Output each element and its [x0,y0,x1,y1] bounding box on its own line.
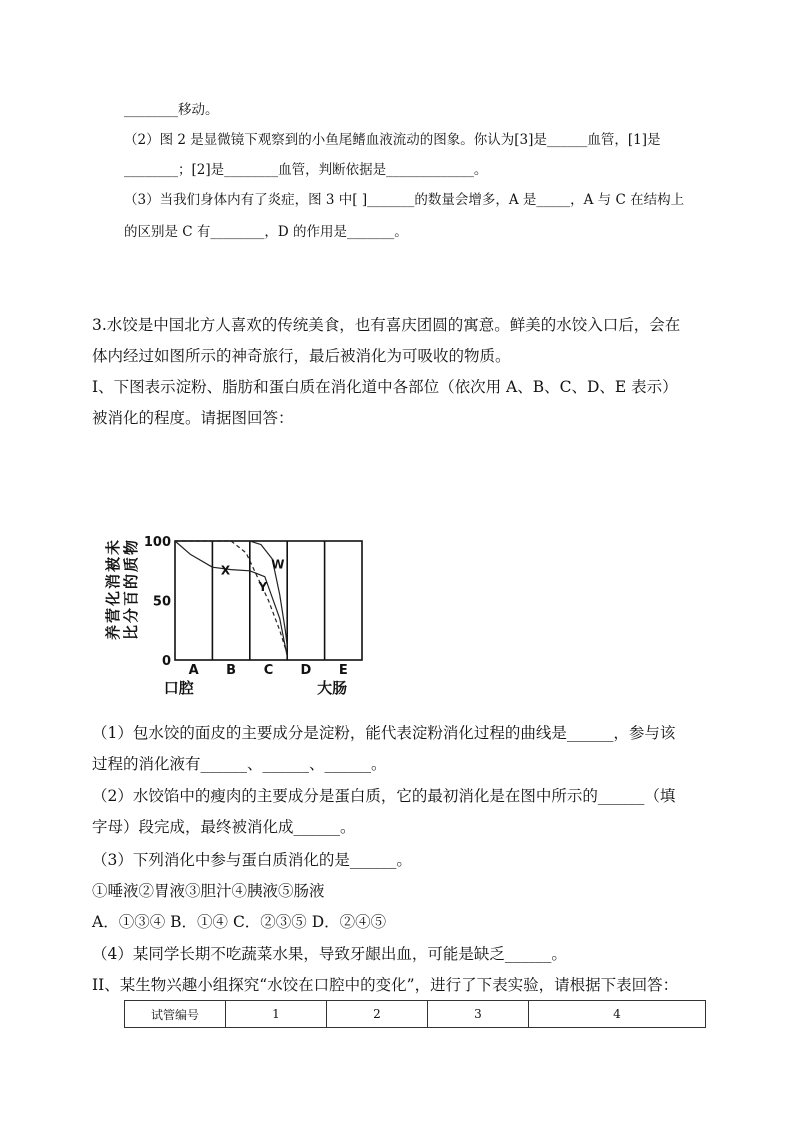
y-tick-label: 50 [152,594,171,610]
q-line-2: 过程的消化液有______、______、______。 [92,755,387,773]
table-row [125,1001,706,1028]
x-caption-mouth: 口腔 [163,679,194,697]
q3-line-2: 体内经过如图所示的神奇旅行，最后被消化为可吸收的物质。 [92,347,511,365]
prev-line-4: （3）当我们身体内有了炎症，图 3 中[ ]_______的数量会增多，A 是_____，A 与 C 在结构上 [124,192,685,208]
q-line-1: （1）包水饺的面皮的主要成分是淀粉，能代表淀粉消化过程的曲线是______，参与该 [92,724,676,742]
q-line-3: （2）水饺馅中的瘦肉的主要成分是蛋白质，它的最初消化是在图中所示的______（填 [92,787,676,805]
y-axis-label-char: 养 [104,624,122,640]
prev-line-3: ________；[2]是________血管，判断依据是_____________。 [124,162,488,178]
test-tube-table [124,1000,706,1028]
prev-line-5: 的区别是 C 有________，D 的作用是_______。 [124,224,408,240]
prev-line-1: ________移动。 [124,102,219,118]
y-axis-label-char: 质 [122,556,140,572]
y-axis-label-char: 百 [122,590,140,606]
y-axis-label-char: 消 [104,573,122,589]
q-line-6: ①唾液②胃液③胆汁④胰液⑤肠液 [92,882,325,900]
q-line-7: A．①③④ B．①④ C．②③⑤ D．②④⑤ [92,913,387,931]
x-section-label: B [226,663,237,678]
x-section-label: D [300,663,312,678]
table-cell: 3 [428,1001,529,1028]
y-tick-label: 100 [143,535,171,550]
y-axis-label-char: 未 [104,539,122,555]
table-cell: 1 [226,1001,327,1028]
y-axis-label-char: 化 [104,590,122,606]
y-axis-label-char: 物 [122,539,140,555]
q-line-5: （3）下列消化中参与蛋白质消化的是______。 [92,851,412,869]
table-cell: 2 [327,1001,428,1028]
table-cell: 4 [529,1001,706,1028]
series-X-label: X [220,563,231,578]
y-axis-label-char: 比 [122,624,140,640]
x-section-label: C [263,663,274,678]
prev-line-2: （2）图 2 是显微镜下观察到的小鱼尾鳍血液流动的图象。你认为[3]是______血管，[1]是 [124,132,661,148]
q-line-8: （4）某同学长期不吃蔬菜水果，导致牙龈出血，可能是缺乏______。 [92,945,567,963]
q3-line-4: 被消化的程度。请据图回答： [92,409,294,427]
table-header-cell: 试管编号 [125,1001,226,1028]
q3-line-1: 3.水饺是中国北方人喜欢的传统美食，也有喜庆团圆的寓意。鲜美的水饺入口后，会在 [92,316,681,334]
x-section-label: A [188,663,199,678]
q-line-4: 字母）段完成，最终被消化成______。 [92,818,356,836]
q3-line-3: I、下图表示淀粉、脂肪和蛋白质在消化道中各部位（依次用 A、B、C、D、E 表示） [92,378,678,396]
y-tick-label: 0 [161,654,171,669]
x-section-label: E [338,663,348,678]
y-axis-label-char: 分 [122,607,140,623]
x-caption-large-intestine: 大肠 [317,679,348,697]
y-axis-label-char: 的 [122,573,140,589]
q-line-9: II、某生物兴趣小组探究“水饺在口腔中的变化”，进行了下表实验，请根据下表回答： [92,976,679,994]
y-axis-label-char: 营 [104,607,122,623]
y-axis-label-char: 被 [104,556,122,572]
series-Y-label: Y [258,579,268,594]
series-W-label: W [271,557,285,572]
